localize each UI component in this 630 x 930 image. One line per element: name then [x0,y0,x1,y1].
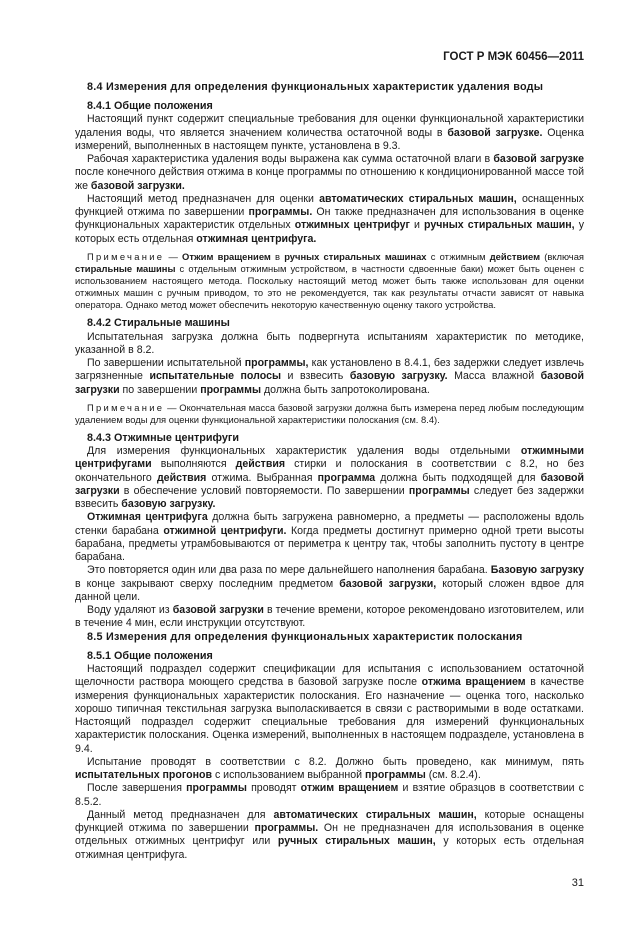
bold-term: Базовую загрузку [490,564,584,577]
bold-term: базовой загрузке [493,153,584,166]
bold-term: базовую загрузку. [349,370,448,383]
note-label: Примечание [87,250,165,262]
paragraph [75,782,584,809]
subsection-heading [75,100,584,113]
text-run: у которых есть отдельная [75,219,585,245]
text-run: Оценка измерений, выполненных в настоящем пункте, установлена в 9.3. [75,126,584,152]
bold-term: программы [408,484,470,497]
bold-term: действия [156,471,207,484]
bold-term: базовой загрузки, [339,577,437,590]
text-run: Масса влажной [447,370,541,383]
bold-term: автоматических стиральных машин, [319,192,517,205]
bold-term: 8.4.1 Общие положения [87,100,213,113]
text-run: Настоящий пункт содержит специальные требования для оценки функциональной характеристики удаления воды, что является значением количества остаточной воды в [75,113,584,139]
bold-term: 8.5 Измерения для определения функциональных характеристик полоскания [87,630,523,643]
bold-term: отжим вращением [300,782,399,795]
text-run: Настоящий метод предназначен для оценки [87,192,320,205]
text-run: должна быть загружена равномерно, а предметы — расположены вдоль стенки барабана [75,511,584,537]
section-heading [75,631,584,644]
text-run: стирки и полоскания в соответствии с 8.2, но без окончательного [75,458,584,484]
paragraph [75,113,584,153]
text-run: с отжимным [426,250,490,262]
bold-term: базовой загрузки [75,370,585,396]
paragraph [75,809,584,862]
bold-term: стиральные машины [75,263,176,274]
bold-term: испытательных прогонов [75,769,212,782]
text-run: Для измерения функциональных характеристик удаления воды отдельными [87,445,521,458]
text-run: следует без задержки взвесить [75,484,584,511]
bold-term: отжимная центрифуга. [196,232,317,245]
bold-term: программы [186,782,247,795]
text-run: в конце закрывают сверху последним предметом [75,577,340,590]
document-header: ГОСТ Р МЭК 60456—2011 [443,51,584,63]
paragraph [75,663,584,756]
bold-term: программы [364,769,426,782]
text-run: с отдельным отжимным устройством, в частности сдвоенные баки) может быть оценен с использованием настоящего метода. Поскольку настоящий метод может быть также использован для оценки отжимных машин с ручным приводом, то это не рекомендуется, так как результаты отчасти зависят от навыка оператора. Однако метод может обеспечить некоторую качественную оценку такого устройства. [75,263,584,311]
text-run: Данный метод предназначен для [87,808,274,821]
bold-term: программы. [254,822,319,835]
subsection-heading [75,432,584,445]
bold-term: программа [317,471,376,484]
bold-term: испытательные полосы [149,370,282,383]
bold-term: ручных стиральных машин, [423,219,575,232]
paragraph [75,756,584,783]
paragraph [75,564,584,604]
text-run: проводят [246,782,301,795]
text-run: в качестве измерения функциональных характеристик полоскания. Его назначение — оценка того, насколько хорошо типичная текстильная загрузка выполаскивается в связи с растворимыми в воде остатками. Настоящий подраздел содержит специальные требования для измерений функциональных характеристик полоскания. Оценка измерений, выполненных в настоящем подразделе, установлена в 9.4. [75,676,584,755]
text-run: Он не предназначен для использования в оценке отдельных отжимных центрифуг или [75,822,584,848]
bold-term: ручных стиральных машинах [284,250,427,262]
paragraph [75,193,584,246]
paragraph [75,445,584,511]
bold-term: базовой загрузки [172,604,264,617]
text-run: (см. 8.2.4). [425,769,481,782]
text-run: у которых есть отдельная отжимная центрифуга. [75,835,585,861]
text-run: в [270,250,285,262]
bold-term: базовой загрузке. [447,126,543,139]
text-run: и взятие образцов в соответствии с 8.5.2. [75,782,584,808]
text-run: Воду удаляют из [87,604,173,617]
paragraph [75,357,584,397]
text-run: который сложен вдвое для данной цели. [75,577,584,603]
text-run: (включая [540,250,584,262]
text-run: Испытательная загрузка должна быть подвергнута испытаниям характеристик по методике, указанной в 8.2. [75,330,584,356]
text-run: и [409,219,424,232]
text-run: выполняются [151,458,236,471]
text-run: оснащенных функцией отжима по завершении [75,192,584,219]
text-run: — [164,250,183,262]
text-run: должна быть запротоколирована. [261,383,430,396]
bold-term: действия [235,458,286,471]
note-label: Примечание [87,401,165,413]
text-run: которые оснащены функцией отжима по завершении [75,808,584,835]
bold-term: базовой загрузки. [90,179,185,192]
note-paragraph [75,402,584,426]
subsection-heading [75,650,584,663]
bold-term: отжимными центрифугами [75,445,584,471]
bold-term: автоматических стиральных машин, [273,808,477,821]
bold-term: действием [489,250,541,262]
text-run: Настоящий подраздел содержит спецификации для испытания с использованием остаточной щелочности раствора моющего средства в базовой загрузке после [75,663,584,689]
document-body [75,81,584,862]
bold-term: отжима вращением [421,676,526,689]
bold-term: базовую загрузку. [121,498,216,511]
page-number: 31 [571,876,584,889]
bold-term: 8.4.3 Отжимные центрифуги [87,432,239,445]
text-run: После завершения [87,782,187,795]
text-run: Рабочая характеристика удаления воды выражена как сумма остаточной влаги в [87,153,494,166]
text-run: в обеспечение условий повторяемости. По завершении [119,484,409,497]
text-run: после конечного действия отжима в конце программы по отношению к кондиционированной массе той же [75,166,584,192]
text-run: Когда предметы достигнут примерно одной трети высоты барабана, предметы утрамбовываются от периметра к центру так, чтобы заполнить пустоту в центре барабана. [75,524,584,564]
bold-term: ручных стиральных машин, [277,835,436,848]
bold-term: отжимных центрифуг [294,219,410,232]
bold-term: Отжимная центрифуга [87,511,208,524]
bold-term: 8.5.1 Общие положения [87,649,213,662]
text-run: Испытание проводят в соответствии с 8.2. Должно быть проведено, как минимум, пять [87,755,584,768]
bold-term: базовой загрузки [75,471,584,497]
paragraph [75,153,584,193]
text-run: Он также предназначен для использования в оценке функциональных характеристик отдельных [75,206,585,232]
bold-term: отжимной центрифуги. [163,524,287,537]
bold-term: программы, [244,357,309,370]
bold-term: 8.4 Измерения для определения функциональных характеристик удаления воды [87,81,544,93]
paragraph [75,331,584,358]
bold-term: Отжим вращением [182,250,271,262]
text-run: Это повторяется один или два раза по мере дальнейшего наполнения барабана. [87,564,491,577]
note-paragraph [75,251,584,311]
text-run: и взвесить [281,370,350,383]
bold-term: 8.4.2 Стиральные машины [87,317,230,330]
text-run: По завершении испытательной [87,357,245,370]
text-run: — Окончательная масса базовой загрузки должна быть измерена перед любым последующим удалением воды для оценки функциональной характеристики полоскания (см. 8.4). [75,401,584,425]
paragraph [75,511,584,564]
bold-term: программы. [248,206,313,219]
text-run: в течение времени, которое рекомендовано изготовителем, или в течение 4 мин, если инструкции отсутствуют. [75,604,584,630]
text-run: должна быть подходящей для [375,471,541,484]
subsection-heading [75,317,584,330]
section-heading [75,81,584,94]
text-run: отжима. Выбранная [206,471,318,484]
paragraph [75,604,584,631]
bold-term: программы [200,383,262,396]
text-run: по завершении [119,383,201,396]
text-run: как установлено в 8.4.1, без задержки следует извлечь загрязненные [75,357,585,383]
text-run: с использованием выбранной [212,769,365,782]
